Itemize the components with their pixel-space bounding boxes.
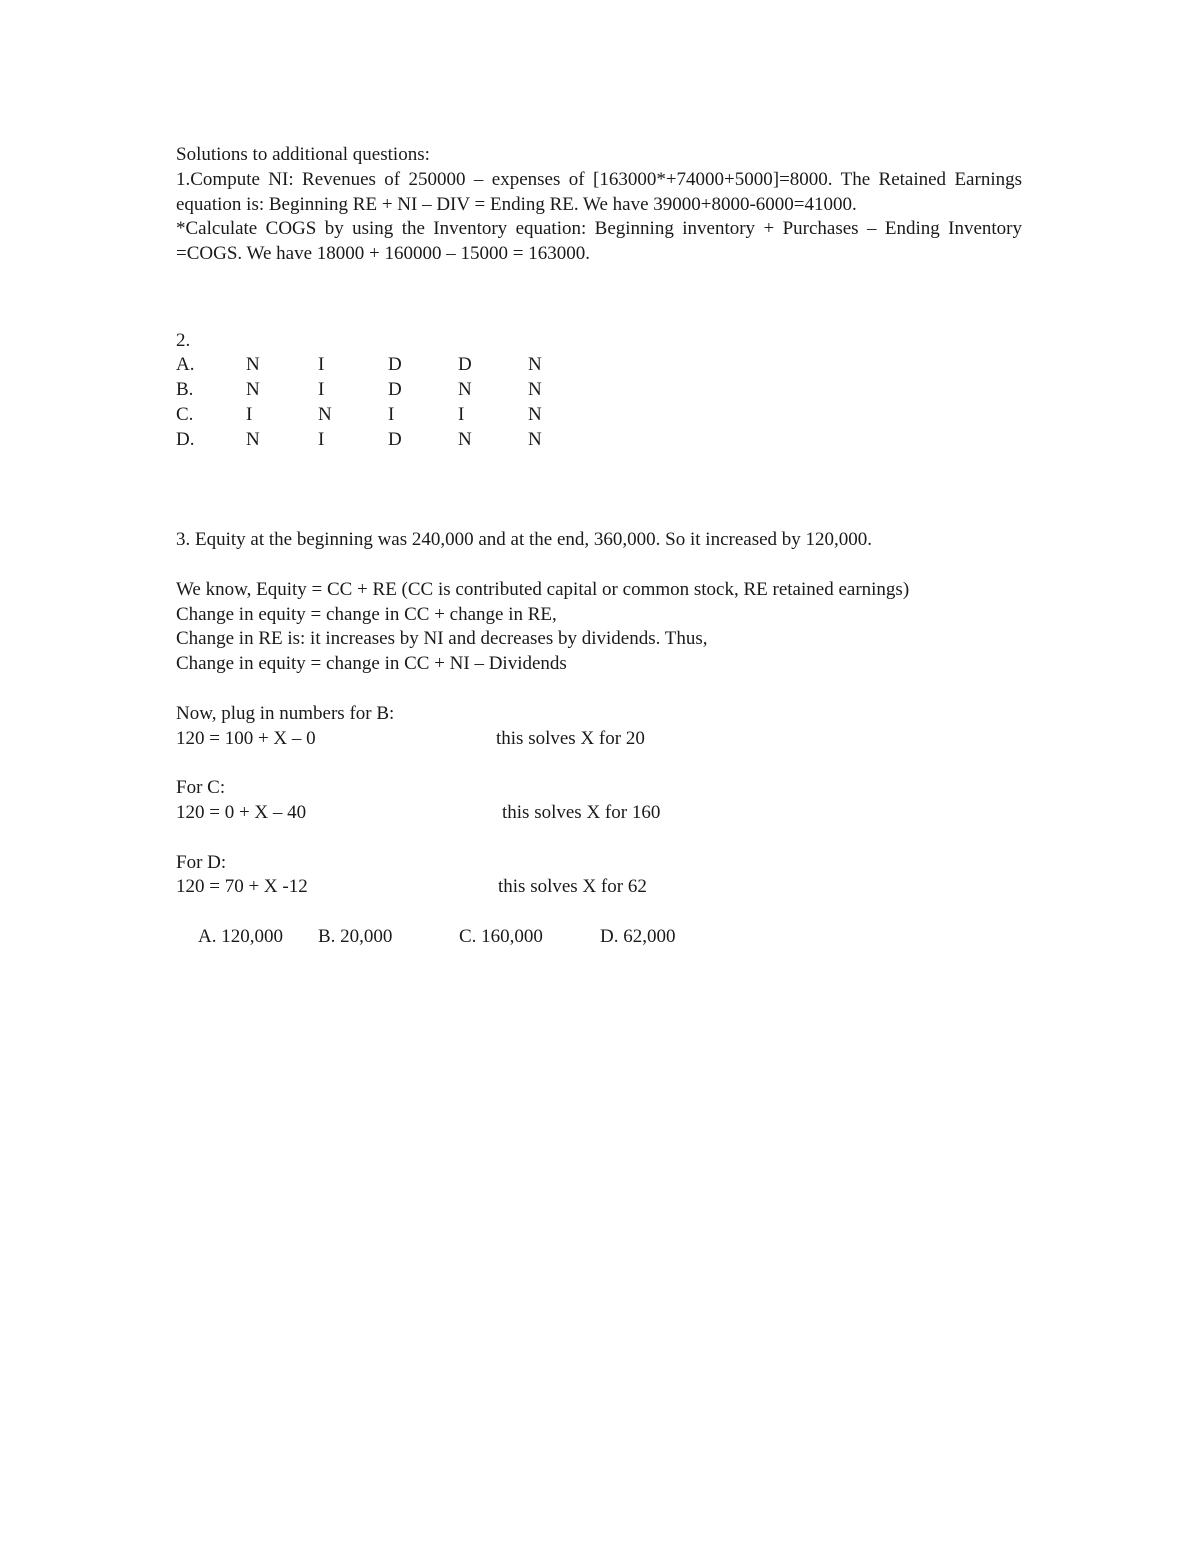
q3-equity-line: We know, Equity = CC + RE (CC is contributed capital or common stock, RE retained earnings)	[176, 578, 910, 600]
spacer	[176, 502, 1022, 528]
table-row	[176, 403, 568, 428]
q3-equity-line: Change in RE is: it increases by NI and decreases by dividends. Thus,	[176, 628, 708, 650]
q2-answer-grid	[176, 353, 568, 452]
spacer	[176, 751, 1022, 776]
q3-equity-line: Change in equity = change in CC + NI – Dividends	[176, 653, 567, 675]
spacer	[176, 826, 1022, 851]
grid-cell: B.	[176, 379, 194, 401]
plug-c-label: For C:	[176, 777, 226, 799]
spacer	[176, 267, 1022, 317]
grid-cell: N	[458, 379, 472, 401]
grid-cell: I	[458, 403, 465, 425]
spacer	[176, 453, 1022, 503]
grid-cell: N	[318, 403, 332, 425]
table-row	[176, 428, 568, 453]
table-row	[176, 378, 568, 403]
equation-text: 120 = 70 + X -12	[176, 876, 308, 898]
spacer	[176, 677, 1022, 702]
heading: Solutions to additional questions:	[176, 144, 430, 165]
equation-text: 120 = 100 + X – 0	[176, 727, 316, 749]
q1-cogs-note: *Calculate COGS by using the Inventory equation: Beginning inventory + Purchases – Ending Inventory =COGS. We have 18000 + 160000 – 15000 = 163000.	[176, 218, 1022, 265]
q3-answers	[176, 925, 1022, 950]
q3-equity-line: Change in equity = change in CC + change in RE,	[176, 603, 557, 625]
grid-cell: N	[528, 403, 542, 425]
q2-label: 2.	[176, 329, 191, 351]
grid-cell: D	[458, 354, 472, 376]
grid-cell: I	[318, 379, 325, 401]
grid-cell: D	[388, 354, 402, 376]
spacer	[176, 553, 1022, 578]
grid-cell: N	[246, 379, 260, 401]
answer-b: B. 20,000	[318, 925, 393, 947]
equation-text: 120 = 0 + X – 40	[176, 801, 307, 823]
q1-paragraph: 1.Compute NI: Revenues of 250000 – expenses of [163000*+74000+5000]=8000. The Retained Earnings equation is: Beginning RE + NI – DIV = Ending RE. We have 39000+8000-6000=41000.	[176, 168, 1022, 215]
grid-cell: N	[246, 354, 260, 376]
equation-result: this solves X for 160	[502, 801, 661, 823]
equation-result: this solves X for 62	[498, 876, 647, 898]
grid-cell: I	[318, 428, 325, 450]
plug-d-label: For D:	[176, 851, 227, 873]
answer-c: C. 160,000	[459, 925, 543, 947]
grid-cell: A.	[176, 354, 195, 376]
table-row	[176, 353, 568, 378]
q3-intro: 3. Equity at the beginning was 240,000 and at the end, 360,000. So it increased by 120,000.	[176, 529, 873, 551]
grid-cell: I	[388, 403, 395, 425]
spacer	[176, 900, 1022, 925]
grid-cell: N	[528, 428, 542, 450]
answer-a: A. 120,000	[198, 925, 283, 947]
document-body	[176, 143, 1022, 950]
plug-b-label: Now, plug in numbers for B:	[176, 702, 395, 724]
grid-cell: N	[246, 428, 260, 450]
equation-result: this solves X for 20	[496, 727, 645, 749]
plug-b-equation	[176, 727, 1022, 752]
grid-cell: N	[458, 428, 472, 450]
grid-cell: D	[388, 428, 402, 450]
grid-cell: N	[528, 354, 542, 376]
answer-d: D. 62,000	[600, 925, 676, 947]
grid-cell: I	[246, 403, 253, 425]
grid-cell: C.	[176, 403, 194, 425]
grid-cell: D.	[176, 428, 195, 450]
grid-cell: D	[388, 379, 402, 401]
grid-cell: N	[528, 379, 542, 401]
plug-d-equation	[176, 875, 1022, 900]
spacer	[176, 317, 1022, 329]
plug-c-equation	[176, 801, 1022, 826]
grid-cell: I	[318, 354, 325, 376]
